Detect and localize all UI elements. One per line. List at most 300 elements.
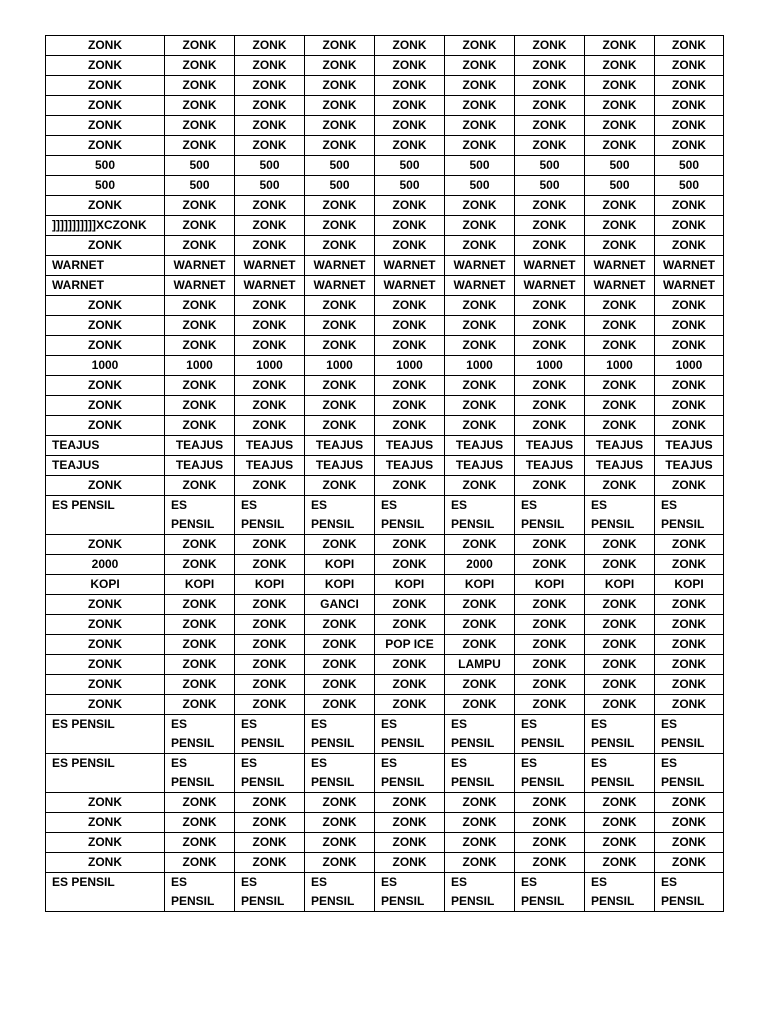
table-cell: ZONK <box>305 416 375 436</box>
table-cell: ZONK <box>235 793 305 813</box>
table-cell: ZONK <box>235 116 305 136</box>
table-cell: ZONK <box>375 813 445 833</box>
row-label-cell: ZONK <box>46 316 165 336</box>
table-cell: 500 <box>375 176 445 196</box>
table-cell: ES PENSIL <box>515 715 585 754</box>
table-cell: ES PENSIL <box>305 873 375 912</box>
table-cell: GANCI <box>305 595 375 615</box>
table-row <box>46 575 724 595</box>
table-cell: ZONK <box>445 595 515 615</box>
table-cell: ZONK <box>515 336 585 356</box>
row-label-cell: ZONK <box>46 296 165 316</box>
table-cell: 500 <box>165 176 235 196</box>
table-cell: ZONK <box>305 56 375 76</box>
table-row <box>46 496 724 535</box>
table-cell: ZONK <box>585 316 655 336</box>
table-cell: ZONK <box>515 416 585 436</box>
table-cell: ZONK <box>375 236 445 256</box>
table-cell: 1000 <box>235 356 305 376</box>
row-label-cell: ZONK <box>46 535 165 555</box>
table-row <box>46 635 724 655</box>
table-cell: ZONK <box>375 36 445 56</box>
table-row <box>46 456 724 476</box>
table-cell: 1000 <box>585 356 655 376</box>
table-cell: ES PENSIL <box>655 496 724 535</box>
row-label-cell: ES PENSIL <box>46 754 165 793</box>
table-cell: ZONK <box>165 396 235 416</box>
table-cell: ES PENSIL <box>445 715 515 754</box>
table-body <box>46 36 724 912</box>
table-row <box>46 216 724 236</box>
table-cell: ZONK <box>445 56 515 76</box>
table-cell: ZONK <box>445 76 515 96</box>
table-cell: ZONK <box>655 296 724 316</box>
row-label-cell: ZONK <box>46 116 165 136</box>
table-cell: ZONK <box>375 396 445 416</box>
table-cell: KOPI <box>235 575 305 595</box>
table-cell: ZONK <box>515 316 585 336</box>
table-cell: ZONK <box>655 216 724 236</box>
table-cell: ZONK <box>235 196 305 216</box>
table-cell: ZONK <box>375 476 445 496</box>
row-label-cell: ZONK <box>46 695 165 715</box>
table-cell: TEAJUS <box>165 456 235 476</box>
table-cell: ZONK <box>585 296 655 316</box>
table-row <box>46 36 724 56</box>
table-cell: ES PENSIL <box>235 496 305 535</box>
table-cell: ES PENSIL <box>585 715 655 754</box>
table-cell: ZONK <box>445 376 515 396</box>
table-cell: ZONK <box>655 595 724 615</box>
table-cell: ZONK <box>375 216 445 236</box>
row-label-cell: ZONK <box>46 196 165 216</box>
table-cell: ZONK <box>515 595 585 615</box>
table-cell: ZONK <box>515 555 585 575</box>
table-cell: WARNET <box>235 256 305 276</box>
table-row <box>46 336 724 356</box>
table-cell: ES PENSIL <box>655 715 724 754</box>
table-cell: KOPI <box>515 575 585 595</box>
table-row <box>46 136 724 156</box>
table-cell: KOPI <box>585 575 655 595</box>
table-cell: ZONK <box>375 793 445 813</box>
table-cell: 500 <box>165 156 235 176</box>
row-label-cell: TEAJUS <box>46 456 165 476</box>
table-cell: ZONK <box>585 833 655 853</box>
table-cell: ZONK <box>445 196 515 216</box>
table-cell: ZONK <box>375 376 445 396</box>
table-cell: ZONK <box>445 793 515 813</box>
table-cell: ZONK <box>515 695 585 715</box>
table-cell: ES PENSIL <box>515 754 585 793</box>
table-cell: ZONK <box>445 216 515 236</box>
table-row <box>46 655 724 675</box>
table-cell: ZONK <box>515 96 585 116</box>
table-cell: ZONK <box>235 36 305 56</box>
table-cell: ZONK <box>655 535 724 555</box>
row-label-cell: ES PENSIL <box>46 873 165 912</box>
table-row <box>46 754 724 793</box>
table-cell: ZONK <box>655 476 724 496</box>
table-cell: ES PENSIL <box>655 873 724 912</box>
table-row <box>46 675 724 695</box>
table-cell: WARNET <box>445 276 515 296</box>
table-cell: WARNET <box>585 256 655 276</box>
table-cell: ZONK <box>585 116 655 136</box>
table-cell: 500 <box>375 156 445 176</box>
table-cell: ZONK <box>235 376 305 396</box>
table-cell: KOPI <box>655 575 724 595</box>
table-cell: ZONK <box>445 416 515 436</box>
table-cell: ZONK <box>445 396 515 416</box>
table-cell: ZONK <box>165 376 235 396</box>
table-cell: ZONK <box>445 853 515 873</box>
table-cell: ZONK <box>235 635 305 655</box>
table-cell: ZONK <box>585 555 655 575</box>
table-cell: KOPI <box>165 575 235 595</box>
table-cell: ZONK <box>445 833 515 853</box>
table-cell: ZONK <box>165 416 235 436</box>
table-row <box>46 396 724 416</box>
table-cell: ZONK <box>305 535 375 555</box>
table-cell: ZONK <box>655 76 724 96</box>
table-cell: ZONK <box>305 136 375 156</box>
table-cell: ZONK <box>445 96 515 116</box>
table-cell: ZONK <box>165 655 235 675</box>
table-cell: WARNET <box>655 256 724 276</box>
row-label-cell: ZONK <box>46 853 165 873</box>
table-cell: ZONK <box>585 196 655 216</box>
table-cell: ZONK <box>515 396 585 416</box>
table-cell: ZONK <box>585 476 655 496</box>
table-row <box>46 236 724 256</box>
table-cell: ES PENSIL <box>375 873 445 912</box>
table-cell: ZONK <box>305 196 375 216</box>
table-cell: ZONK <box>305 833 375 853</box>
table-cell: ZONK <box>235 675 305 695</box>
table-cell: ZONK <box>375 196 445 216</box>
table-cell: ZONK <box>375 76 445 96</box>
table-row <box>46 416 724 436</box>
table-cell: ZONK <box>515 236 585 256</box>
table-cell: TEAJUS <box>165 436 235 456</box>
table-cell: ZONK <box>305 36 375 56</box>
table-row <box>46 296 724 316</box>
table-cell: ZONK <box>585 655 655 675</box>
row-label-cell: ZONK <box>46 833 165 853</box>
table-cell: ZONK <box>515 635 585 655</box>
table-cell: ZONK <box>655 116 724 136</box>
table-cell: ZONK <box>445 116 515 136</box>
table-row <box>46 276 724 296</box>
table-cell: 2000 <box>445 555 515 575</box>
table-cell: ZONK <box>235 833 305 853</box>
row-label-cell: KOPI <box>46 575 165 595</box>
table-cell: ZONK <box>375 833 445 853</box>
table-cell: ZONK <box>305 296 375 316</box>
table-cell: WARNET <box>305 276 375 296</box>
row-label-cell: ZONK <box>46 336 165 356</box>
table-cell: ZONK <box>165 296 235 316</box>
row-label-cell: ZONK <box>46 813 165 833</box>
table-cell: 500 <box>305 156 375 176</box>
table-cell: TEAJUS <box>235 436 305 456</box>
table-cell: 1000 <box>165 356 235 376</box>
table-cell: ZONK <box>585 675 655 695</box>
table-cell: ES PENSIL <box>585 873 655 912</box>
table-cell: 500 <box>445 176 515 196</box>
table-cell: ZONK <box>515 76 585 96</box>
table-cell: ZONK <box>375 535 445 555</box>
table-cell: 1000 <box>305 356 375 376</box>
table-cell: ZONK <box>515 36 585 56</box>
table-cell: ZONK <box>305 396 375 416</box>
table-cell: ZONK <box>375 136 445 156</box>
table-cell: ZONK <box>445 136 515 156</box>
table-cell: ZONK <box>165 555 235 575</box>
table-cell: ZONK <box>235 396 305 416</box>
table-cell: ZONK <box>585 416 655 436</box>
table-cell: ES PENSIL <box>375 496 445 535</box>
table-cell: ZONK <box>235 316 305 336</box>
table-cell: TEAJUS <box>655 456 724 476</box>
table-cell: ZONK <box>165 535 235 555</box>
table-cell: ZONK <box>515 116 585 136</box>
table-cell: ZONK <box>585 615 655 635</box>
table-cell: ZONK <box>375 116 445 136</box>
table-cell: ZONK <box>655 833 724 853</box>
table-cell: ZONK <box>165 196 235 216</box>
table-cell: KOPI <box>305 575 375 595</box>
table-cell: ZONK <box>655 675 724 695</box>
table-cell: ES PENSIL <box>305 754 375 793</box>
table-cell: ZONK <box>655 813 724 833</box>
table-cell: TEAJUS <box>235 456 305 476</box>
row-label-cell: 1000 <box>46 356 165 376</box>
table-cell: ZONK <box>235 236 305 256</box>
table-cell: ZONK <box>655 793 724 813</box>
table-cell: KOPI <box>445 575 515 595</box>
table-cell: WARNET <box>305 256 375 276</box>
row-label-cell: ES PENSIL <box>46 496 165 535</box>
table-cell: ZONK <box>585 36 655 56</box>
row-label-cell: 2000 <box>46 555 165 575</box>
table-cell: ZONK <box>165 595 235 615</box>
row-label-cell: ZONK <box>46 675 165 695</box>
table-cell: 500 <box>585 176 655 196</box>
table-row <box>46 176 724 196</box>
table-cell: ZONK <box>655 555 724 575</box>
table-cell: ZONK <box>305 695 375 715</box>
table-cell: ES PENSIL <box>165 715 235 754</box>
table-row <box>46 76 724 96</box>
table-cell: ZONK <box>305 236 375 256</box>
row-label-cell: ZONK <box>46 76 165 96</box>
row-label-cell: ZONK <box>46 56 165 76</box>
table-row <box>46 615 724 635</box>
table-row <box>46 56 724 76</box>
table-cell: ZONK <box>445 336 515 356</box>
row-label-cell: ZONK <box>46 236 165 256</box>
table-cell: ZONK <box>655 635 724 655</box>
table-cell: POP ICE <box>375 635 445 655</box>
row-label-cell: ZONK <box>46 635 165 655</box>
table-cell: ZONK <box>165 216 235 236</box>
table-cell: 1000 <box>445 356 515 376</box>
row-label-cell: ZONK <box>46 595 165 615</box>
table-cell: ES PENSIL <box>585 754 655 793</box>
table-row <box>46 715 724 754</box>
table-cell: ZONK <box>515 376 585 396</box>
table-cell: 1000 <box>515 356 585 376</box>
table-cell: ZONK <box>165 635 235 655</box>
table-cell: ZONK <box>305 96 375 116</box>
table-cell: KOPI <box>305 555 375 575</box>
table-cell: ZONK <box>165 675 235 695</box>
table-cell: ZONK <box>655 695 724 715</box>
table-cell: ZONK <box>235 136 305 156</box>
table-cell: WARNET <box>655 276 724 296</box>
table-cell: ZONK <box>445 236 515 256</box>
table-cell: ZONK <box>305 476 375 496</box>
table-cell: ZONK <box>445 476 515 496</box>
table-cell: ZONK <box>305 615 375 635</box>
table-cell: ZONK <box>445 535 515 555</box>
table-cell: ZONK <box>585 136 655 156</box>
table-cell: ZONK <box>375 615 445 635</box>
table-cell: ZONK <box>445 635 515 655</box>
table-cell: WARNET <box>585 276 655 296</box>
table-cell: ZONK <box>305 655 375 675</box>
table-row <box>46 376 724 396</box>
table-cell: ZONK <box>235 813 305 833</box>
table-row <box>46 156 724 176</box>
table-cell: ZONK <box>305 116 375 136</box>
table-row <box>46 555 724 575</box>
table-cell: ZONK <box>445 675 515 695</box>
table-cell: ZONK <box>655 396 724 416</box>
table-cell: ZONK <box>655 96 724 116</box>
table-cell: ES PENSIL <box>375 754 445 793</box>
table-cell: ZONK <box>375 96 445 116</box>
table-cell: ZONK <box>515 813 585 833</box>
table-cell: ZONK <box>655 36 724 56</box>
table-cell: ZONK <box>655 236 724 256</box>
table-cell: ZONK <box>585 56 655 76</box>
table-cell: LAMPU <box>445 655 515 675</box>
table-cell: ZONK <box>585 793 655 813</box>
table-cell: ZONK <box>515 476 585 496</box>
table-row <box>46 853 724 873</box>
row-label-cell: ES PENSIL <box>46 715 165 754</box>
table-cell: ZONK <box>655 853 724 873</box>
table-cell: ZONK <box>515 853 585 873</box>
table-row <box>46 833 724 853</box>
table-cell: TEAJUS <box>305 436 375 456</box>
table-cell: ZONK <box>165 136 235 156</box>
prize-table <box>45 35 724 912</box>
table-cell: ZONK <box>305 376 375 396</box>
table-cell: ZONK <box>515 535 585 555</box>
table-cell: ZONK <box>235 853 305 873</box>
table-cell: 500 <box>655 156 724 176</box>
table-cell: ES PENSIL <box>655 754 724 793</box>
table-cell: ZONK <box>165 316 235 336</box>
table-cell: ES PENSIL <box>375 715 445 754</box>
table-cell: TEAJUS <box>515 436 585 456</box>
table-cell: 500 <box>515 156 585 176</box>
table-cell: TEAJUS <box>445 436 515 456</box>
table-cell: ES PENSIL <box>515 873 585 912</box>
table-cell: ZONK <box>375 695 445 715</box>
row-label-cell: ]]]]]]]]]]]XCZONK <box>46 216 165 236</box>
table-cell: 500 <box>235 156 305 176</box>
table-cell: ZONK <box>305 216 375 236</box>
table-cell: ZONK <box>165 476 235 496</box>
table-cell: ZONK <box>445 695 515 715</box>
table-cell: ZONK <box>585 535 655 555</box>
table-row <box>46 316 724 336</box>
table-cell: ZONK <box>585 216 655 236</box>
table-cell: ZONK <box>165 793 235 813</box>
table-cell: WARNET <box>515 256 585 276</box>
table-cell: ZONK <box>235 296 305 316</box>
table-cell: ZONK <box>515 655 585 675</box>
table-cell: 500 <box>235 176 305 196</box>
table-row <box>46 256 724 276</box>
table-cell: ZONK <box>445 36 515 56</box>
row-label-cell: 500 <box>46 176 165 196</box>
table-cell: ZONK <box>585 595 655 615</box>
table-cell: ZONK <box>445 615 515 635</box>
table-cell: TEAJUS <box>375 436 445 456</box>
table-cell: ZONK <box>305 853 375 873</box>
table-cell: ZONK <box>585 396 655 416</box>
table-row <box>46 196 724 216</box>
table-cell: 1000 <box>655 356 724 376</box>
table-cell: ZONK <box>305 635 375 655</box>
row-label-cell: ZONK <box>46 376 165 396</box>
table-cell: TEAJUS <box>515 456 585 476</box>
table-cell: TEAJUS <box>305 456 375 476</box>
table-cell: ZONK <box>375 316 445 336</box>
table-cell: ES PENSIL <box>305 715 375 754</box>
table-cell: ZONK <box>515 296 585 316</box>
row-label-cell: ZONK <box>46 396 165 416</box>
table-cell: ZONK <box>375 853 445 873</box>
table-cell: ZONK <box>165 116 235 136</box>
table-cell: ZONK <box>655 655 724 675</box>
table-cell: ZONK <box>375 595 445 615</box>
table-cell: ZONK <box>235 615 305 635</box>
table-cell: ZONK <box>445 316 515 336</box>
table-cell: WARNET <box>515 276 585 296</box>
row-label-cell: WARNET <box>46 276 165 296</box>
table-cell: WARNET <box>375 276 445 296</box>
table-cell: ES PENSIL <box>235 754 305 793</box>
table-cell: WARNET <box>375 256 445 276</box>
table-cell: ZONK <box>305 793 375 813</box>
table-cell: ZONK <box>655 196 724 216</box>
row-label-cell: ZONK <box>46 416 165 436</box>
table-cell: ZONK <box>165 56 235 76</box>
table-cell: ZONK <box>235 76 305 96</box>
table-cell: ZONK <box>445 296 515 316</box>
table-cell: TEAJUS <box>375 456 445 476</box>
table-cell: ES PENSIL <box>445 873 515 912</box>
table-cell: ZONK <box>305 813 375 833</box>
table-cell: ZONK <box>585 695 655 715</box>
